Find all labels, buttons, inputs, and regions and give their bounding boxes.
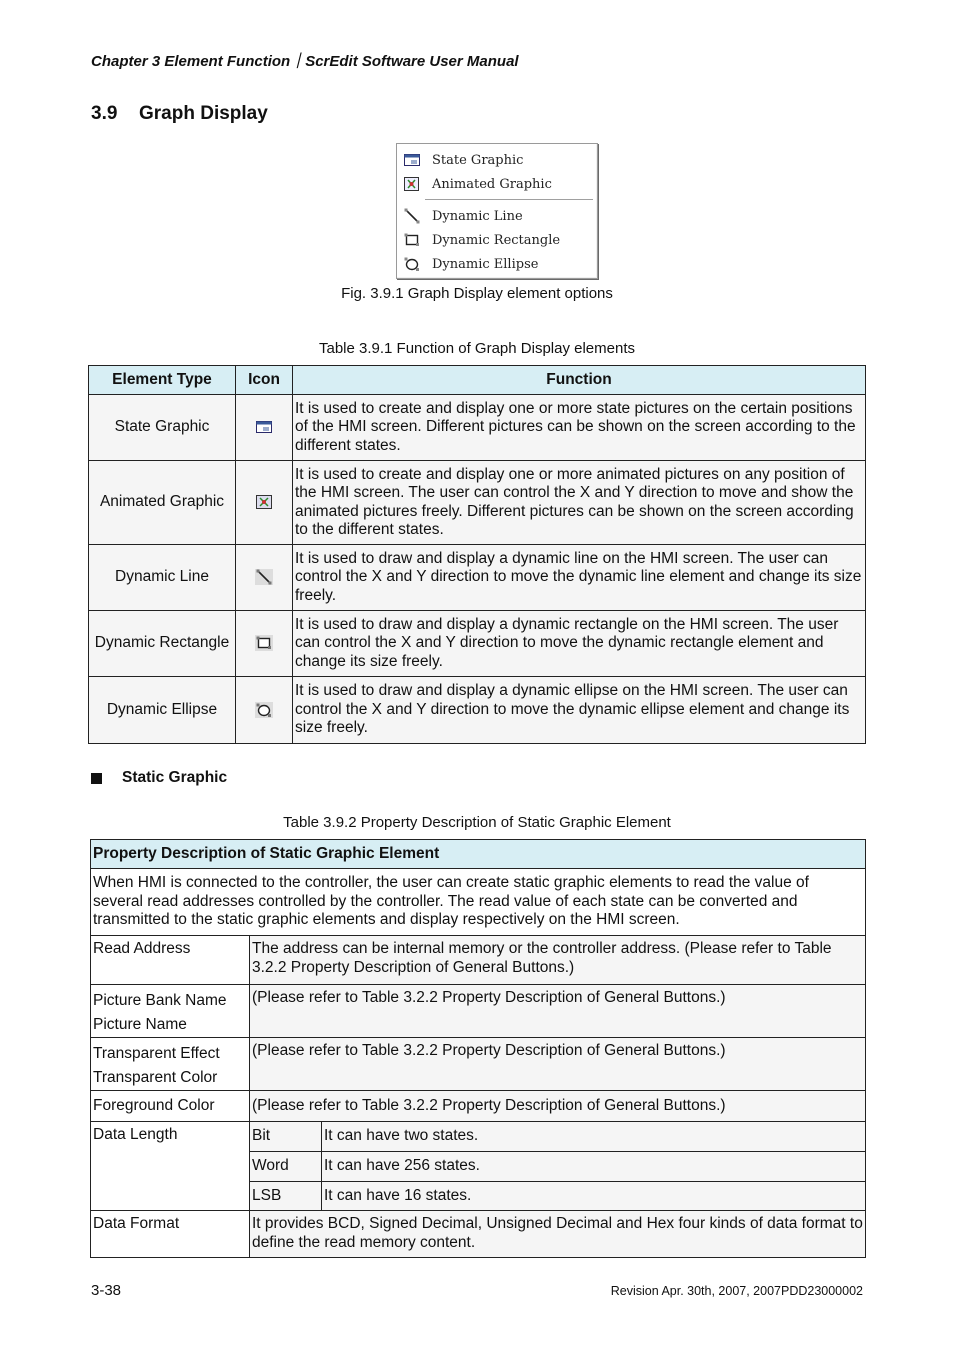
menu-item-dynamic-rectangle[interactable]: [403, 230, 560, 250]
table2-caption: Table 3.9.2 Property Description of Static Graphic Element: [283, 814, 671, 831]
static-graphic-property-table: [90, 839, 866, 1258]
element-type-cell: Dynamic Rectangle: [89, 611, 236, 677]
column-header: Icon: [236, 366, 293, 395]
column-header: Element Type: [89, 366, 236, 395]
menu-item-dynamic-line[interactable]: [403, 206, 523, 226]
revision-note: Revision Apr. 30th, 2007, 2007PDD23000002: [610, 1284, 863, 1298]
table-title-row: [91, 840, 866, 869]
menu-item-label: Dynamic Ellipse: [432, 256, 539, 272]
element-type-cell: Dynamic Line: [89, 545, 236, 611]
icon-cell: [236, 545, 293, 611]
menu-item-label: Dynamic Line: [432, 208, 523, 224]
menu-item-label: State Graphic: [432, 152, 524, 168]
figure-caption: Fig. 3.9.1 Graph Display element options: [341, 285, 613, 302]
option-desc: It can have 256 states.: [322, 1152, 866, 1182]
element-type-cell: Animated Graphic: [89, 461, 236, 545]
property-value: (Please refer to Table 3.2.2 Property Description of General Buttons.): [250, 1038, 866, 1091]
icon-cell: [236, 395, 293, 461]
option-desc: It can have 16 states.: [322, 1182, 866, 1211]
table-row: [89, 395, 866, 461]
dynamic-rectangle-icon: [403, 232, 421, 248]
graph-display-menu: [396, 143, 598, 279]
option-name: Bit: [250, 1122, 322, 1152]
property-label: [91, 1038, 250, 1091]
function-cell: It is used to draw and display a dynamic ellipse on the HMI screen. The user can control the X and Y direction to move the dynamic ellipse element and change its size freely.: [293, 677, 866, 744]
subsection-title: Static Graphic: [122, 769, 228, 786]
option-name: LSB: [250, 1182, 322, 1211]
element-type-cell: Dynamic Ellipse: [89, 677, 236, 744]
state-graphic-icon: [254, 418, 274, 436]
dynamic-line-icon: [403, 208, 421, 224]
animated-graphic-icon: [254, 493, 274, 511]
table-row: [91, 869, 866, 936]
property-label-line: Transparent Effect: [93, 1045, 220, 1062]
property-label-line: Picture Bank Name: [93, 992, 227, 1009]
property-label: Data Length: [91, 1122, 250, 1211]
property-value: It provides BCD, Signed Decimal, Unsigned Decimal and Hex four kinds of data format to define the read memory content.: [250, 1211, 866, 1258]
property-value: (Please refer to Table 3.2.2 Property Description of General Buttons.): [250, 1091, 866, 1122]
table-row: [91, 1038, 866, 1091]
menu-item-state-graphic[interactable]: [403, 150, 523, 170]
column-header: Function: [293, 366, 866, 395]
dynamic-rectangle-icon: [254, 634, 274, 652]
menu-item-animated-graphic[interactable]: [403, 174, 552, 194]
table-row: [89, 611, 866, 677]
option-desc: It can have two states.: [322, 1122, 866, 1152]
dynamic-line-icon: [254, 568, 274, 586]
function-cell: It is used to draw and display a dynamic rectangle on the HMI screen. The user can control the X and Y direction to move the dynamic rectangle element and change its size freely.: [293, 611, 866, 677]
table-row: [91, 936, 866, 985]
table-row: [89, 677, 866, 744]
element-type-cell: State Graphic: [89, 395, 236, 461]
menu-item-label: Dynamic Rectangle: [432, 232, 561, 248]
property-label-line: Picture Name: [93, 1016, 187, 1033]
icon-cell: [236, 611, 293, 677]
function-cell: It is used to create and display one or more state pictures on the certain positions of the HMI screen. Different pictures can be shown on the screen according to the different states.: [293, 395, 866, 461]
state-graphic-icon: [403, 152, 421, 168]
table-header-row: [89, 366, 866, 395]
graph-display-function-table: [88, 365, 866, 744]
function-cell: It is used to draw and display a dynamic line on the HMI screen. The user can control the X and Y direction to move the dynamic line element and change its size freely.: [293, 545, 866, 611]
option-name: Word: [250, 1152, 322, 1182]
table-row: [91, 1211, 866, 1258]
table-title: Property Description of Static Graphic Element: [91, 840, 866, 869]
animated-graphic-icon: [403, 176, 421, 192]
icon-cell: [236, 461, 293, 545]
property-value: The address can be internal memory or the controller address. (Please refer to Table 3.2.2 Property Description of General Buttons.): [250, 936, 866, 985]
dynamic-ellipse-icon: [403, 256, 421, 272]
property-label-line: Transparent Color: [93, 1069, 218, 1086]
function-cell: It is used to create and display one or more animated pictures on any position of the HMI screen. The user can control the X and Y direction to move and show the animated pictures freely. Different pictures can be shown on the screen according to the different states.: [293, 461, 866, 545]
subsection-heading: [91, 769, 227, 787]
property-label: Data Format: [91, 1211, 250, 1258]
table-row: [91, 1122, 866, 1152]
bullet-square-icon: [91, 773, 102, 784]
property-label: Read Address: [91, 936, 250, 985]
table-row: [91, 1091, 866, 1122]
property-label: [91, 985, 250, 1038]
table-row: [89, 545, 866, 611]
table-row: [91, 985, 866, 1038]
menu-item-label: Animated Graphic: [432, 176, 552, 192]
icon-cell: [236, 677, 293, 744]
section-number: 3.9: [91, 103, 118, 124]
running-header: Chapter 3 Element Function｜ScrEdit Software User Manual: [91, 53, 519, 70]
intro-cell: When HMI is connected to the controller, the user can create static graphic elements to read the value of several read addresses controlled by the controller. The read value of each state can be converted and transmitted to the static graphic elements and display respectively on the HMI screen.: [91, 869, 866, 936]
menu-item-dynamic-ellipse[interactable]: [403, 254, 538, 274]
property-value: (Please refer to Table 3.2.2 Property Description of General Buttons.): [250, 985, 866, 1038]
dynamic-ellipse-icon: [254, 701, 274, 719]
menu-separator: [425, 199, 593, 201]
table1-caption: Table 3.9.1 Function of Graph Display elements: [318, 340, 635, 357]
table-row: [89, 461, 866, 545]
property-label: Foreground Color: [91, 1091, 250, 1122]
section-heading: [91, 103, 268, 125]
page-number: 3-38: [91, 1282, 122, 1299]
section-title: Graph Display: [139, 103, 268, 124]
